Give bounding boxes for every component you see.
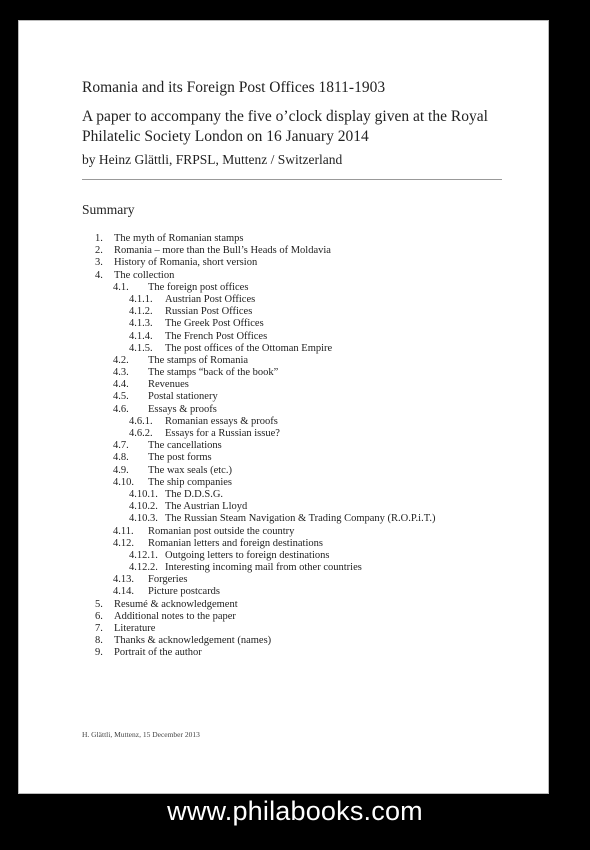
toc-item-label: Romanian letters and foreign destinations: [148, 537, 323, 549]
toc-item-number: 9.: [95, 647, 103, 659]
toc-item: [19, 599, 548, 611]
toc-item: [19, 416, 548, 428]
toc-item-label: Additional notes to the paper: [114, 610, 236, 622]
toc-item-number: 5.: [95, 598, 103, 610]
toc-item-label: The Greek Post Offices: [165, 318, 264, 330]
document-footer: H. Glättli, Muttenz, 15 December 2013: [82, 730, 200, 739]
toc-item-number: 4.13.: [113, 574, 134, 586]
toc-item-number: 4.12.: [113, 537, 134, 549]
document-title: Romania and its Foreign Post Offices 1811-1903: [82, 79, 386, 96]
toc-item: [19, 477, 548, 489]
toc-item-number: 4.10.3.: [129, 513, 158, 525]
toc-item: [19, 501, 548, 513]
toc-item: [19, 245, 548, 257]
toc-item: [19, 647, 548, 659]
document-author: by Heinz Glättli, FRPSL, Muttenz / Switzerland: [82, 152, 343, 167]
toc-item: [19, 513, 548, 525]
toc-item: [19, 574, 548, 586]
toc-item-number: 4.4.: [113, 379, 129, 391]
toc-item-number: 4.6.2.: [129, 428, 153, 439]
toc-item: [19, 343, 548, 355]
toc-item-label: The post forms: [148, 452, 212, 464]
toc-item-number: 4.10.: [113, 476, 134, 488]
toc-item: [19, 404, 548, 416]
toc-item: [19, 233, 548, 245]
toc-item-number: 4.12.2.: [129, 562, 158, 574]
toc-item-label: The stamps “back of the book”: [148, 367, 279, 379]
toc-item: [19, 562, 548, 574]
document-subtitle: A paper to accompany the five o’clock display given at the Royal Philatelic Society London on 16 January 2014: [82, 108, 488, 145]
toc-item-label: Thanks & acknowledgement (names): [114, 635, 272, 647]
toc-item-label: The wax seals (etc.): [148, 464, 232, 476]
document-page: [18, 20, 549, 794]
toc-item-number: 7.: [95, 623, 103, 634]
toc-item-label: Romanian essays & proofs: [165, 415, 278, 427]
toc-item: [19, 379, 548, 391]
divider: [82, 179, 502, 180]
toc-item: [19, 440, 548, 452]
table-of-contents: [19, 233, 548, 660]
toc-item-number: 4.1.5.: [129, 342, 153, 354]
toc-item-number: 4.8.: [113, 452, 129, 464]
toc-item: [19, 318, 548, 330]
toc-item: [19, 306, 548, 318]
toc-item-label: The post offices of the Ottoman Empire: [165, 342, 333, 354]
toc-item-label: Essays for a Russian issue?: [165, 428, 280, 439]
toc-item: [19, 355, 548, 367]
toc-item-number: 4.1.3.: [129, 318, 153, 330]
toc-item-number: 4.6.: [113, 403, 129, 415]
toc-item-number: 4.12.1.: [129, 549, 158, 561]
toc-item-label: The French Post Offices: [165, 330, 268, 342]
toc-item-label: The D.D.S.G.: [165, 488, 224, 500]
toc-item: [19, 331, 548, 343]
toc-item: [19, 257, 548, 269]
toc-item-number: 4.14.: [113, 586, 134, 598]
toc-item-label: The Russian Steam Navigation & Trading Company (R.O.P.i.T.): [165, 513, 436, 525]
toc-item-number: 8.: [95, 635, 103, 647]
toc-item: [19, 452, 548, 464]
toc-item-label: History of Romania, short version: [114, 257, 258, 269]
toc-item-number: 4.1.4.: [129, 330, 153, 342]
toc-item-label: Russian Post Offices: [165, 306, 253, 318]
toc-item-label: The ship companies: [148, 476, 232, 488]
toc-item-label: The stamps of Romania: [148, 354, 249, 366]
toc-item-number: 4.9.: [113, 464, 129, 476]
toc-item-number: 4.3.: [113, 367, 129, 379]
toc-item-number: 4.7.: [113, 440, 129, 452]
watermark-url: www.philabooks.com: [167, 796, 423, 826]
toc-item: [19, 526, 548, 538]
toc-item: [19, 586, 548, 598]
toc-item-label: The foreign post offices: [148, 281, 249, 293]
toc-item-label: The cancellations: [148, 440, 222, 452]
toc-item-label: Postal stationery: [148, 391, 218, 403]
toc-item-label: Outgoing letters to foreign destinations: [165, 549, 330, 561]
toc-item: [19, 282, 548, 294]
toc-item: [19, 550, 548, 562]
toc-item: [19, 611, 548, 623]
toc-item-number: 4.6.1.: [129, 415, 153, 427]
toc-item-label: Romania – more than the Bull’s Heads of Moldavia: [114, 245, 331, 257]
toc-item: [19, 465, 548, 477]
toc-item-number: 6.: [95, 610, 103, 622]
toc-item-label: The collection: [114, 269, 175, 281]
toc-item: [19, 428, 548, 440]
toc-item-number: 4.2.: [113, 354, 129, 366]
toc-item-label: Essays & proofs: [148, 403, 217, 415]
toc-item-number: 4.10.2.: [129, 501, 158, 513]
toc-item: [19, 367, 548, 379]
toc-item-label: Picture postcards: [148, 586, 221, 598]
toc-item-label: Interesting incoming mail from other countries: [165, 562, 362, 574]
toc-item-label: Revenues: [148, 379, 189, 391]
toc-item: [19, 270, 548, 282]
toc-item: [19, 294, 548, 306]
toc-item-label: Literature: [114, 623, 156, 634]
toc-item-number: 4.10.1.: [129, 488, 158, 500]
summary-heading: Summary: [82, 202, 135, 217]
toc-item-label: Romanian post outside the country: [148, 525, 295, 537]
toc-item: [19, 623, 548, 635]
toc-item-label: Portrait of the author: [114, 647, 202, 659]
toc-item-number: 1.: [95, 233, 103, 244]
toc-item: [19, 635, 548, 647]
toc-item-number: 4.5.: [113, 391, 129, 403]
toc-item-label: Austrian Post Offices: [165, 293, 256, 305]
toc-item-label: Resumé & acknowledgement: [114, 598, 238, 610]
toc-item-number: 3.: [95, 257, 103, 269]
toc-item-label: The Austrian Lloyd: [165, 501, 248, 513]
toc-item: [19, 538, 548, 550]
toc-item-number: 4.1.: [113, 281, 129, 293]
toc-item-number: 4.: [95, 269, 103, 281]
toc-item: [19, 489, 548, 501]
toc-item-label: Forgeries: [148, 574, 188, 586]
toc-item-number: 4.1.1.: [129, 293, 153, 305]
toc-item-label: The myth of Romanian stamps: [114, 233, 244, 244]
toc-item-number: 2.: [95, 245, 103, 257]
toc-item-number: 4.1.2.: [129, 306, 153, 318]
toc-item: [19, 391, 548, 403]
toc-item-number: 4.11.: [113, 525, 134, 537]
